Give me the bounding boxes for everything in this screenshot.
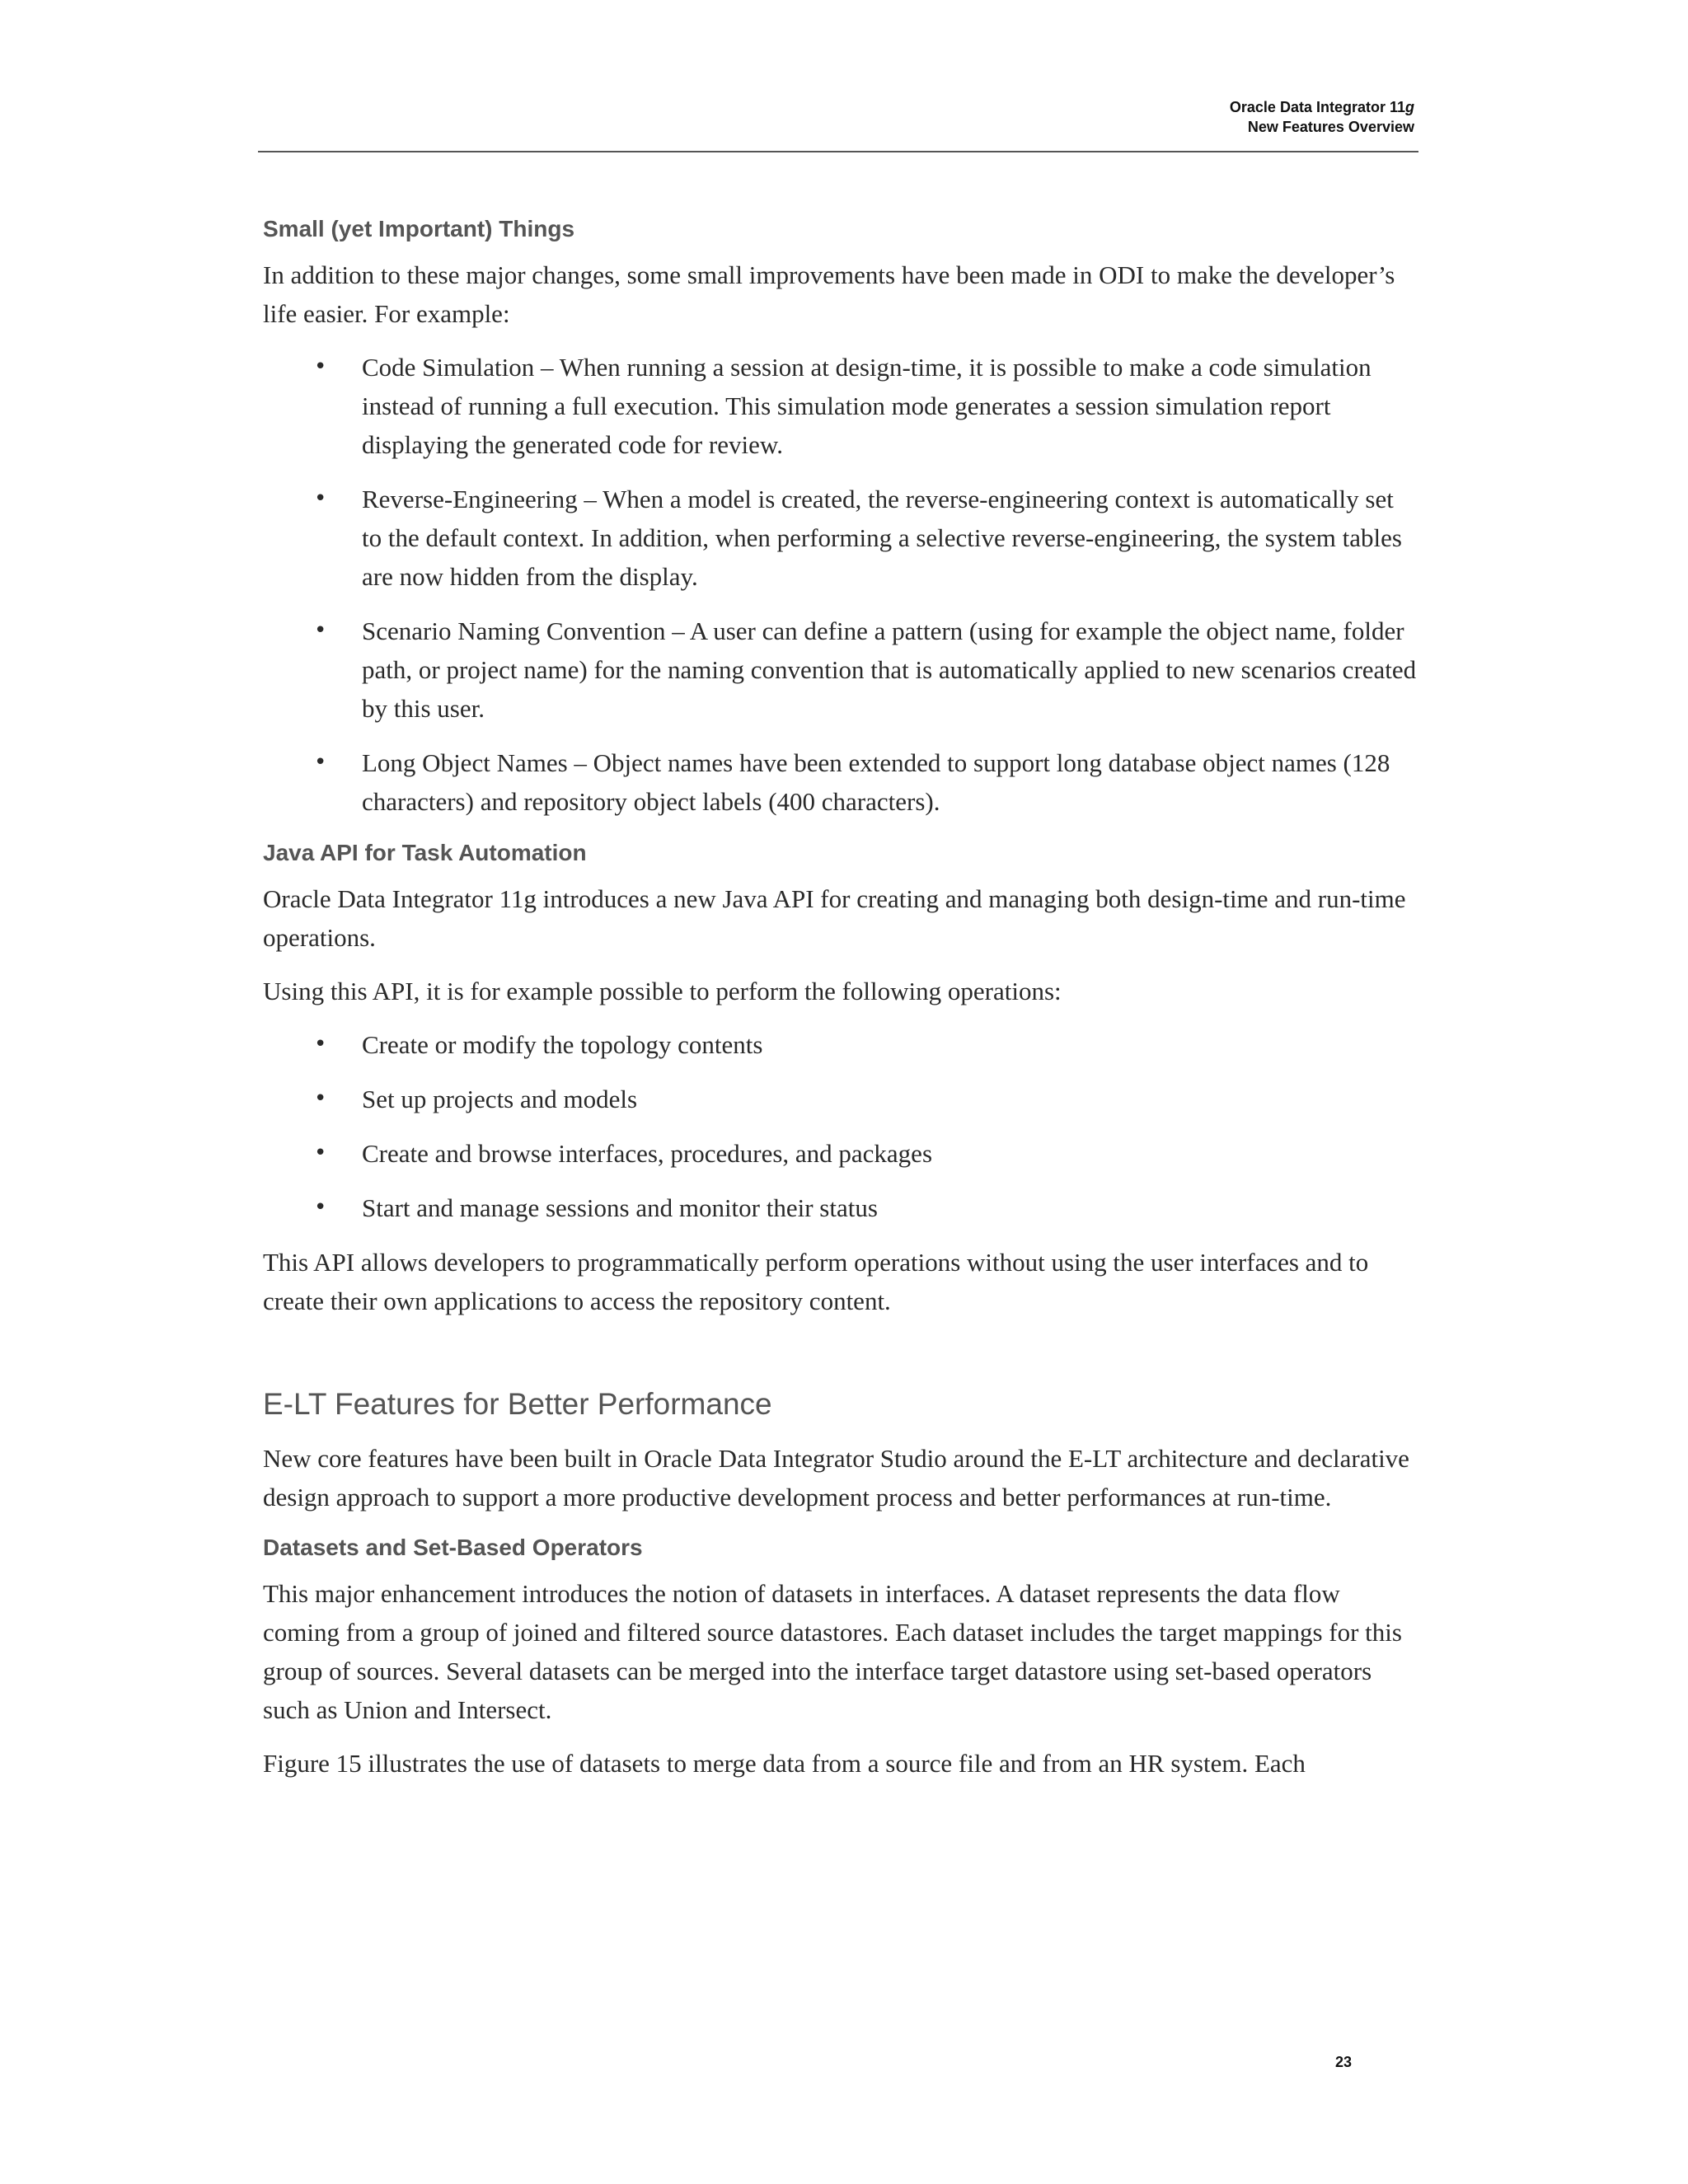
list-item-text: Start and manage sessions and monitor their status [362, 1193, 878, 1222]
bullet-icon: • [314, 354, 327, 379]
header-title-text: Oracle Data Integrator 11 [1229, 99, 1405, 115]
list-item-text: Set up projects and models [362, 1085, 638, 1113]
list-item [263, 1025, 1417, 1064]
list-item-text: Scenario Naming Convention – A user can define a pattern (using for example the object name, folder path, or project name) for the naming convention that is automatically applied to new scenarios created by this user. [362, 616, 1417, 723]
datasets-para-1: This major enhancement introduces the notion of datasets in interfaces. A dataset represents the data flow coming from a group of joined and filtered source datastores. Each dataset includes the target mappings for this group of sources. Several datasets can be merged into the interface target datastore using set-based operators such as Union and Intersect. [263, 1579, 1402, 1724]
page-number: 23 [1334, 2054, 1353, 2070]
list-item-text: Reverse-Engineering – When a model is created, the reverse-engineering context is automatically set to the default context. In addition, when performing a selective reverse-engineering, the system tables are now hidden from the display. [362, 485, 1402, 591]
list-item-text: Long Object Names – Object names have been extended to support long database object names (128 characters) and repository object labels (400 characters). [362, 748, 1390, 816]
list-item [263, 1188, 1417, 1227]
list-item-text: Create and browse interfaces, procedures, and packages [362, 1139, 933, 1168]
heading-small-things: Small (yet Important) Things [263, 216, 575, 241]
list-item [263, 480, 1417, 596]
section-spacer [263, 1335, 1417, 1385]
bullet-icon: • [314, 618, 327, 643]
heading-datasets: Datasets and Set-Based Operators [263, 1535, 643, 1560]
page-body [263, 213, 1417, 1797]
list-item [263, 612, 1417, 728]
list-item [263, 348, 1417, 464]
heading-elt-features: E-LT Features for Better Performance [263, 1387, 772, 1421]
running-header [258, 97, 1414, 137]
bullet-icon: • [314, 1032, 327, 1057]
java-api-para-3: This API allows developers to programmatically perform operations without using the user interfaces and to create their own applications to access the repository content. [263, 1248, 1369, 1315]
list-item [263, 1080, 1417, 1118]
header-title [258, 97, 1414, 117]
datasets-para-2: Figure 15 illustrates the use of datasets to merge data from a source file and from an HR system. Each [263, 1749, 1306, 1778]
header-title-italic: g [1405, 99, 1414, 115]
elt-para: New core features have been built in Oracle Data Integrator Studio around the E-LT architecture and declarative design approach to support a more productive development process and better performances at run-time. [263, 1444, 1409, 1511]
java-api-para-2: Using this API, it is for example possible to perform the following operations: [263, 977, 1062, 1005]
heading-java-api: Java API for Task Automation [263, 840, 587, 865]
list-item-text: Code Simulation – When running a session at design-time, it is possible to make a code simulation instead of running a full execution. This simulation mode generates a session simulation report displaying the generated code for review. [362, 353, 1372, 459]
header-divider [258, 151, 1418, 152]
bullet-icon: • [314, 486, 327, 511]
list-item [263, 743, 1417, 821]
header-subtitle: New Features Overview [1247, 119, 1414, 135]
bullet-icon: • [314, 1141, 327, 1165]
bullet-icon: • [314, 1086, 327, 1111]
java-api-list [263, 1025, 1417, 1227]
bullet-icon: • [314, 750, 327, 775]
list-item-text: Create or modify the topology contents [362, 1030, 763, 1059]
small-things-list [263, 348, 1417, 821]
java-api-para-1: Oracle Data Integrator 11g introduces a new Java API for creating and managing both design-time and run-time operations. [263, 884, 1406, 952]
small-things-intro: In addition to these major changes, some small improvements have been made in ODI to make the developer’s life easier. For example: [263, 260, 1395, 328]
list-item [263, 1134, 1417, 1173]
bullet-icon: • [314, 1195, 327, 1220]
